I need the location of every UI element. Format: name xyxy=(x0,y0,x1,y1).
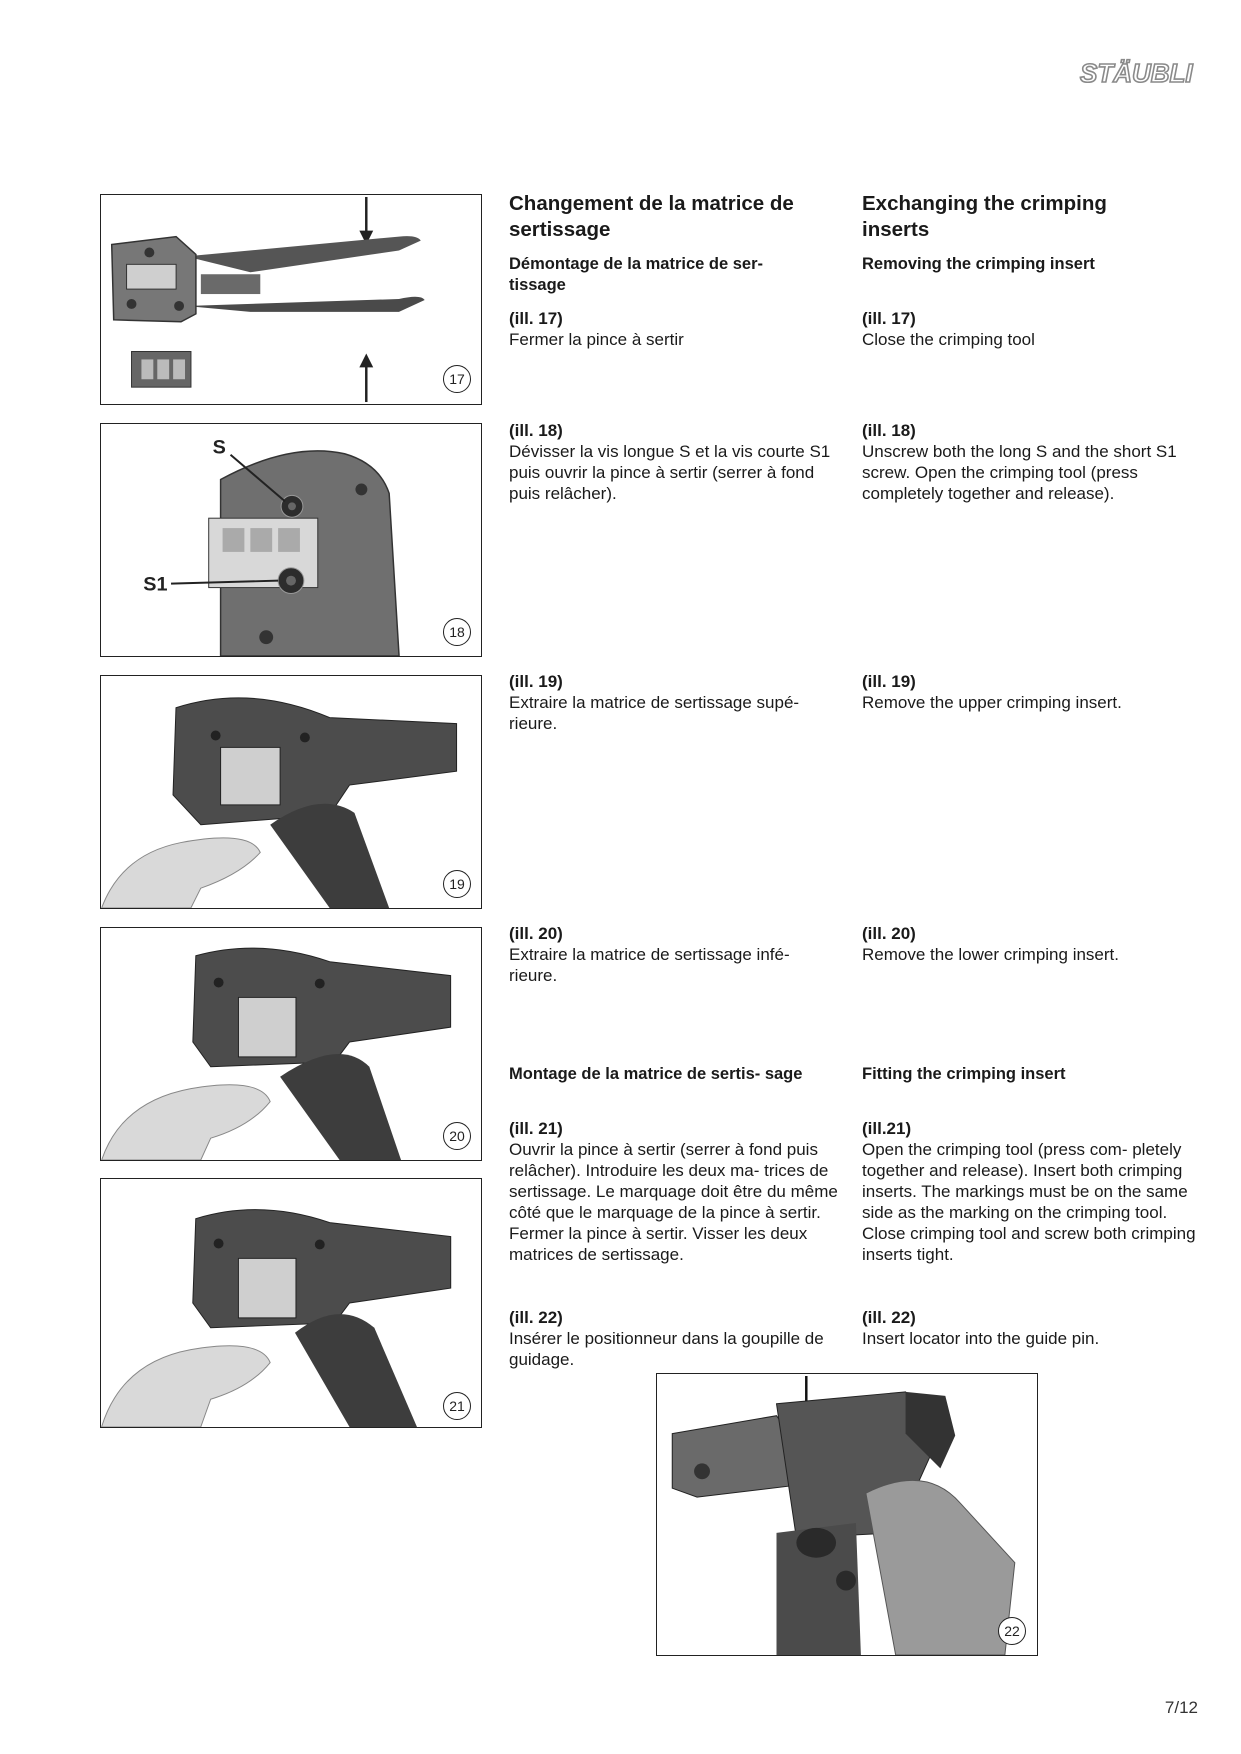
en-ill20 xyxy=(862,923,1197,965)
figure-number-18: 18 xyxy=(443,618,471,646)
en-removal-heading-block xyxy=(862,254,1197,275)
ill19-label-en: (ill. 19) xyxy=(862,672,916,691)
ill20-text-en: Remove the lower crimping insert. xyxy=(862,945,1119,964)
ill17-text-en: Close the crimping tool xyxy=(862,330,1035,349)
figure-number-20: 20 xyxy=(443,1122,471,1150)
fr-ill19 xyxy=(509,671,834,734)
label-screw-s: S xyxy=(212,436,226,459)
subsection-heading-fr-removal: Démontage de la matrice de ser- tissage xyxy=(509,255,764,294)
figure-number-21: 21 xyxy=(443,1392,471,1420)
section-title-fr: Changement de la matrice de sertissage xyxy=(509,192,794,241)
ill21-text-fr: Ouvrir la pince à sertir (serrer à fond puis relâcher). Introduire les deux ma- trices de sertissage. Le marquage doit être du même côté que le marquage de la pince à sertir. xyxy=(509,1140,838,1222)
figure-18 xyxy=(100,423,482,657)
figure-22 xyxy=(656,1373,1038,1656)
ill18-label-fr: (ill. 18) xyxy=(509,421,563,440)
insert-locator-illustration xyxy=(657,1374,1037,1655)
ill18-text-en: Unscrew both the long S and the short S1 screw. Open the crimping tool (press completely together and release). xyxy=(862,442,1177,503)
ill21-text2-en: Close crimping tool and screw both crimping inserts tight. xyxy=(862,1224,1196,1264)
ill19-label-fr: (ill. 19) xyxy=(509,672,563,691)
ill20-text-fr: Extraire la matrice de sertissage infé- rieure. xyxy=(509,945,790,985)
subsection-heading-en-fitting: Fitting the crimping insert xyxy=(862,1065,1066,1083)
ill21-text2-fr: Fermer la pince à sertir. Visser les deux matrices de sertissage. xyxy=(509,1224,808,1264)
en-ill21 xyxy=(862,1118,1197,1265)
fr-ill20 xyxy=(509,923,834,986)
fr-fitting-heading-block xyxy=(509,1064,819,1085)
en-ill19 xyxy=(862,671,1197,713)
remove-upper-insert-illustration xyxy=(101,676,481,908)
figure-21 xyxy=(100,1178,482,1428)
en-ill17 xyxy=(862,308,1197,350)
ill19-text-en: Remove the upper crimping insert. xyxy=(862,693,1122,712)
subsection-heading-fr-fitting: Montage de la matrice de sertis- sage xyxy=(509,1065,803,1083)
ill17-label-en: (ill. 17) xyxy=(862,309,916,328)
figure-number-19: 19 xyxy=(443,870,471,898)
figure-number-17: 17 xyxy=(443,365,471,393)
ill22-text-en: Insert locator into the guide pin. xyxy=(862,1329,1100,1348)
remove-lower-insert-illustration xyxy=(101,928,481,1160)
en-ill22 xyxy=(862,1307,1197,1349)
ill18-label-en: (ill. 18) xyxy=(862,421,916,440)
fr-removal-heading-block xyxy=(509,254,819,296)
label-screw-s1: S1 xyxy=(143,573,168,596)
subsection-heading-en-removal: Removing the crimping insert xyxy=(862,255,1095,273)
ill20-label-fr: (ill. 20) xyxy=(509,924,563,943)
ill21-label-fr: (ill. 21) xyxy=(509,1119,563,1138)
ill18-text-fr: Dévisser la vis longue S et la vis courte S1 puis ouvrir la pince à sertir (serrer à fond puis relâcher). xyxy=(509,442,831,503)
fr-ill22 xyxy=(509,1307,844,1370)
en-ill18 xyxy=(862,420,1197,504)
figure-number-22: 22 xyxy=(998,1617,1026,1645)
ill22-label-fr: (ill. 22) xyxy=(509,1308,563,1327)
en-fitting-heading-block xyxy=(862,1064,1197,1085)
figure-17 xyxy=(100,194,482,405)
brand-wordmark: STÄUBLI xyxy=(1080,58,1193,88)
section-title-en: Exchanging the crimping inserts xyxy=(862,192,1107,241)
ill20-label-en: (ill. 20) xyxy=(862,924,916,943)
fr-ill21 xyxy=(509,1118,844,1265)
ill21-label-en: (ill.21) xyxy=(862,1119,912,1138)
crimping-tool-closed-illustration xyxy=(101,195,481,404)
ill21-text-en: Open the crimping tool (press com- pletely together and release). Insert both crimping inserts. The markings must be on the same side as the marking on the crimping tool. xyxy=(862,1140,1188,1222)
ill19-text-fr: Extraire la matrice de sertissage supé- rieure. xyxy=(509,693,800,733)
crimping-head-screws-illustration xyxy=(101,424,481,656)
figure-19 xyxy=(100,675,482,909)
page-number: 7/12 xyxy=(1164,1698,1198,1717)
english-title-block xyxy=(862,191,1152,243)
ill22-label-en: (ill. 22) xyxy=(862,1308,916,1327)
ill17-label-fr: (ill. 17) xyxy=(509,309,563,328)
fr-ill18 xyxy=(509,420,844,504)
fit-insert-illustration xyxy=(101,1179,481,1427)
ill22-text-fr: Insérer le positionneur dans la goupille de guidage. xyxy=(509,1329,824,1369)
ill17-text-fr: Fermer la pince à sertir xyxy=(509,330,684,349)
figure-20 xyxy=(100,927,482,1161)
fr-ill17 xyxy=(509,308,844,350)
french-title-block xyxy=(509,191,854,243)
staubli-logo xyxy=(1078,53,1198,89)
